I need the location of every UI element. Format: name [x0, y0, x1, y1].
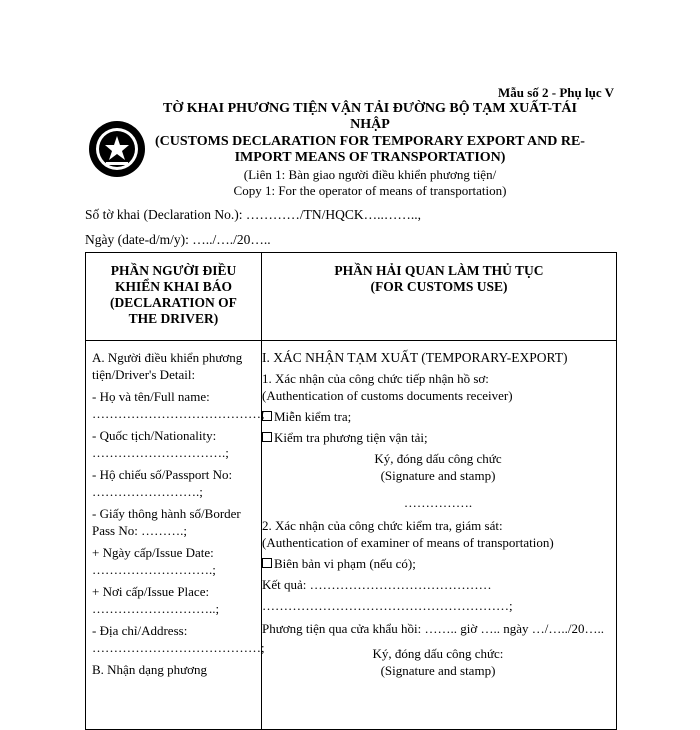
examiner-confirmation-vi: 2. Xác nhận của công chức kiểm tra, giám sát: — [262, 518, 503, 533]
copy-note-vi: (Liên 1: Bàn giao người điều khiển phương tiện/ — [243, 167, 497, 182]
customs-emblem-icon — [88, 120, 146, 178]
result-field-cont: …………………………………………………; — [262, 598, 513, 613]
full-name-field: - Họ và tên/Full name: …………………………………; — [92, 389, 265, 421]
violation-checkbox[interactable] — [262, 558, 272, 568]
exempt-checkbox[interactable] — [262, 411, 272, 421]
customs-header-line2: (FOR CUSTOMS USE) — [370, 279, 508, 294]
customs-section-header — [262, 253, 617, 341]
signature-label-vi: Ký, đóng dấu công chức — [374, 451, 502, 466]
issue-date-field: + Ngày cấp/Issue Date: ……………………….; — [92, 545, 216, 577]
exempt-label: Miễn kiểm tra; — [274, 409, 352, 424]
date-field: Ngày (date-d/m/y): …../…./20….. — [85, 232, 271, 247]
violation-check-row — [262, 555, 614, 572]
inspect-label: Kiểm tra phương tiện vận tải; — [274, 430, 428, 445]
temporary-export-heading: I. XÁC NHẬN TẠM XUẤT (TEMPORARY-EXPORT) — [262, 350, 568, 365]
customs-section-body — [262, 341, 617, 730]
result-field: Kết quả: …………………………………… — [262, 577, 492, 592]
signature2-label-en: (Signature and stamp) — [380, 663, 496, 678]
border-gate-field: Phương tiện qua cửa khẩu hồi: …….. giờ ….. ngày …/…../20….. — [262, 621, 604, 636]
title-vietnamese: TỜ KHAI PHƯƠNG TIỆN VẬN TẢI ĐƯỜNG BỘ TẠM XUẤT-TÁI NHẬP — [163, 101, 577, 132]
nationality-field: - Quốc tịch/Nationality: ………………………….; — [92, 428, 229, 460]
customs-header-line1: PHẦN HẢI QUAN LÀM THỦ TỤC — [334, 263, 544, 278]
signature2-label-vi: Ký, đóng dấu công chức: — [372, 646, 504, 661]
passport-field: - Hộ chiếu số/Passport No: …………………….; — [92, 467, 233, 499]
signature-label-en: (Signature and stamp) — [380, 468, 496, 483]
driver-detail-heading: A. Người điều khiển phương tiện/Driver's Detail: — [92, 350, 243, 382]
examiner-confirmation-en: (Authentication of examiner of means of transportation) — [262, 535, 554, 550]
border-pass-field: - Giấy thông hành số/Border Pass No: ……….; — [92, 506, 241, 538]
issue-place-field: + Nơi cấp/Issue Place: ………………………..; — [92, 584, 220, 616]
vehicle-id-heading: B. Nhận dạng phương — [92, 662, 208, 677]
copy-note — [150, 167, 590, 199]
declaration-table — [85, 252, 617, 730]
receiver-confirmation-en: (Authentication of customs documents receiver) — [262, 388, 513, 403]
inspect-check-row — [262, 429, 614, 446]
form-number: Mẫu số 2 - Phụ lục V — [497, 85, 614, 100]
copy-note-en: Copy 1: For the operator of means of transportation) — [233, 183, 507, 198]
declaration-number-field: Số tờ khai (Declaration No.): …………/TN/HQCK…..…….., — [85, 207, 421, 222]
exempt-check-row — [262, 408, 614, 425]
driver-section-header — [86, 253, 262, 341]
title-english: (CUSTOMS DECLARATION FOR TEMPORARY EXPORT AND RE-IMPORT MEANS OF TRANSPORTATION) — [155, 134, 585, 165]
violation-label: Biên bản vi phạm (nếu có); — [274, 556, 416, 571]
address-field: - Địa chỉ/Address: …………………………………; — [92, 623, 265, 655]
inspect-checkbox[interactable] — [262, 432, 272, 442]
receiver-confirmation-vi: 1. Xác nhận của công chức tiếp nhận hồ sơ: — [262, 371, 489, 386]
signature-dots: ……………. — [403, 495, 473, 510]
driver-section-header-text: PHẦN NGƯỜI ĐIỀU KHIỂN KHAI BÁO (DECLARATION OF THE DRIVER) — [110, 263, 237, 326]
driver-section-body — [86, 341, 265, 730]
